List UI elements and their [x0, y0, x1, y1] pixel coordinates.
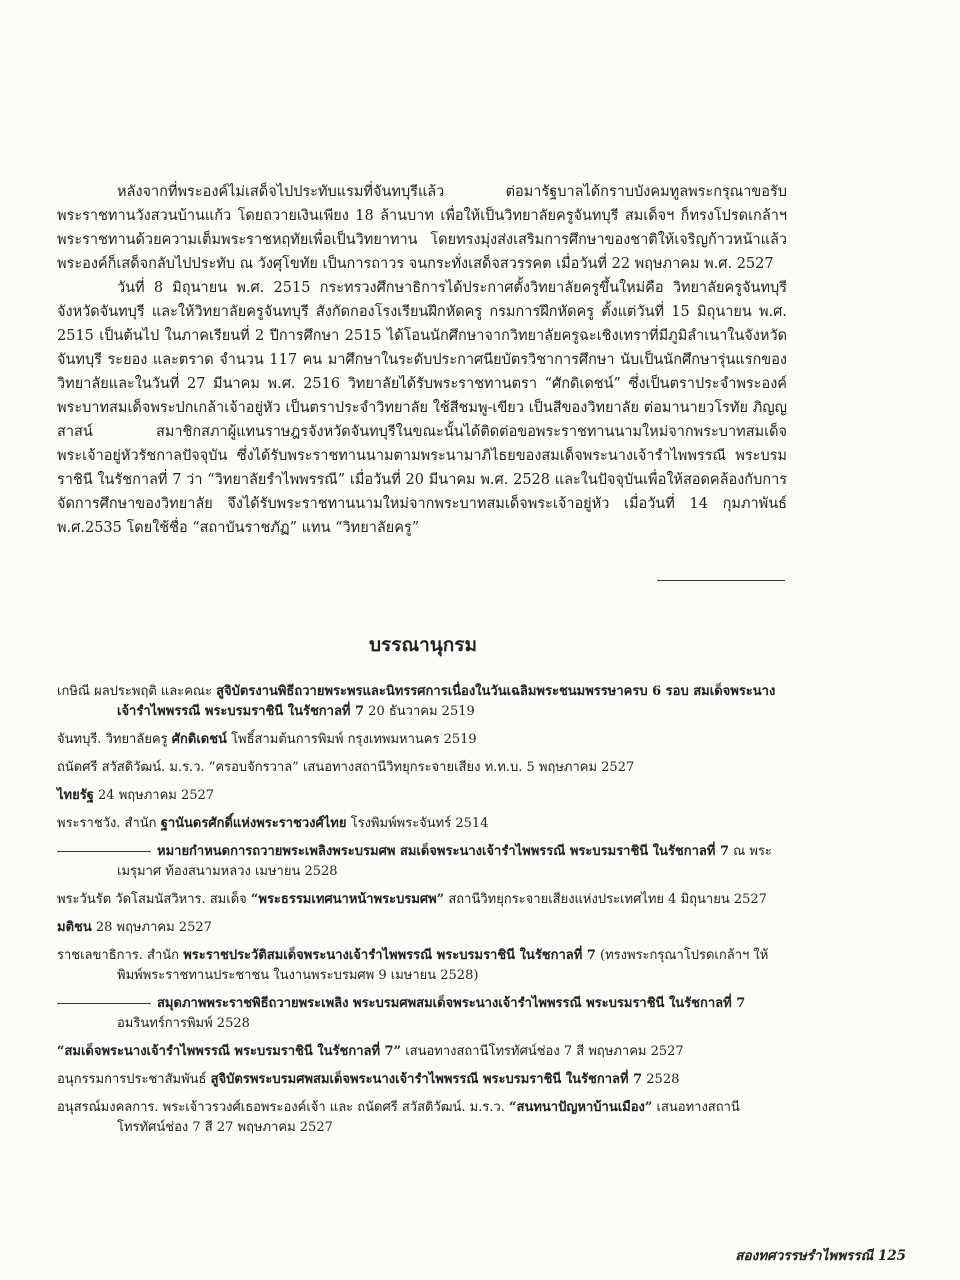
repeat-author-dash — [57, 851, 151, 852]
bib-entry: จันทบุรี. วิทยาลัยครู ศักดิเดชน์ โพธิ์สามต้นการพิมพ์ กรุงเทพมหานคร 2519 — [57, 732, 477, 747]
bib-entry: หมายกำหนดการถวายพระเพลิงพระบรมศพ สมเด็จพระนางเจ้ารำไพพรรณี พระบรมราชินี ในรัชกาลที่ 7 ณ พระเมรุมาศ ท้องสนามหลวง เมษายน 2528 — [57, 842, 787, 882]
bib-entry: พระวันรัต วัดโสมนัสวิหาร. สมเด็จ “พระธรรมเทศนาหน้าพระบรมศพ” สถานีวิทยุกระจายเสียงแห่งประเทศไทย 4 มิถุนายน 2527 — [57, 892, 767, 907]
bib-entry: ถนัดศรี สวัสดิวัฒน์. ม.ร.ว. “ครอบจักรวาล” เสนอทางสถานีวิทยุกระจายเสียง ท.ท.บ. 5 พฤษภาคม 2527 — [57, 760, 635, 775]
bib-entry: อนุกรรมการประชาสัมพันธ์ สูจิบัตรพระบรมศพสมเด็จพระนางเจ้ารำไพพรรณี พระบรมราชินี ในรัชกาลที่ 7 2528 — [57, 1072, 680, 1087]
paragraph-2: วันที่ 8 มิถุนายน พ.ศ. 2515 กระทรวงศึกษาธิการได้ประกาศตั้งวิทยาลัยครูขึ้นใหม่คือ วิทยาลัยครูจันทบุรี จังหวัดจันทบุรี และให้วิทยาลัยครูจันทบุรี สังกัดกองโรงเรียนฝึกหัดครู กรมการฝึกหัดครู ตั้งแต่วันที่ 15 มิถุนายน พ.ศ. 2515 เป็นต้นไป ในภาคเรียนที่ 2 ปีการศึกษา 2515 ได้โอนนักศึกษาจากวิทยาลัยครูฉะเชิงเทราที่มีภูมิลำเนาในจังหวัดจันทบุรี ระยอง และตราด จำนวน 117 คน มาศึกษาในระดับประกาศนียบัตรวิชาการศึกษา นับเป็นนักศึกษารุ่นแรกของวิทยาลัยและในวันที่ 27 มีนาคม พ.ศ. 2516 วิทยาลัยได้รับพระราชทานตรา “ศักดิเดชน์” ซึ่งเป็นตราประจำพระองค์พระบาทสมเด็จพระปกเกล้าเจ้าอยู่หัว เป็นตราประจำวิทยาลัย ใช้สีชมพู-เขียว เป็นสีของวิทยาลัย ต่อมานายวโรทัย ภิญญสาสน์ สมาชิกสภาผู้แทนราษฎรจังหวัดจันทบุรีในขณะนั้นได้ติดต่อขอพระราชทานนามใหม่จากพระบาทสมเด็จพระเจ้าอยู่หัวรัชกาลปัจจุบัน ซึ่งได้รับพระราชทานนามตามพระนามาภิไธยของสมเด็จพระนางเจ้ารำไพพรรณี พระบรมราชินี ในรัชกาลที่ 7 ว่า “วิทยาลัยรำไพพรรณี” เมื่อวันที่ 20 มีนาคม พ.ศ. 2528 และในปัจจุบันเพื่อให้สอดคล้องกับการจัดการศึกษาของวิทยาลัย จึงได้รับพระราชทานนามใหม่จากพระบาทสมเด็จพระเจ้าอยู่หัว เมื่อวันที่ 14 กุมภาพันธ์ พ.ศ.2535 โดยใช้ชื่อ “สถาบันราชภัฏ” แทน “วิทยาลัยครู” — [57, 280, 787, 536]
body-text — [57, 180, 787, 540]
repeat-author-dash — [57, 1003, 151, 1004]
bib-entry: ไทยรัฐ 24 พฤษภาคม 2527 — [57, 788, 215, 803]
page-footer: สองทศวรรษรำไพพรรณี 125 — [735, 1248, 906, 1264]
bib-entry: สมุดภาพพระราชพิธีถวายพระเพลิง พระบรมศพสมเด็จพระนางเจ้ารำไพพรรณี พระบรมราชินี ในรัชกาลที่ 7 อมรินทร์การพิมพ์ 2528 — [57, 994, 787, 1034]
paragraph-1: หลังจากที่พระองค์ไม่เสด็จไปประทับแรมที่จันทบุรีแล้ว ต่อมารัฐบาลได้กราบบังคมทูลพระกรุณาขอรับพระราชทานวังสวนบ้านแก้ว โดยถวายเงินเพียง 18 ล้านบาท เพื่อให้เป็นวิทยาลัยครูจันทบุรี สมเด็จฯ ก็ทรงโปรดเกล้าฯ พระราชทานด้วยความเต็มพระราชหฤทัยเพื่อเป็นวิทยาทาน โดยทรงมุ่งส่งเสริมการศึกษาของชาติให้เจริญก้าวหน้าแล้วพระองค์ก็เสด็จกลับไปประทับ ณ วังศุโขทัย เป็นการถาวร จนกระทั่งเสด็จสวรรคต เมื่อวันที่ 22 พฤษภาคม พ.ศ. 2527 — [57, 184, 787, 272]
bib-entry: “สมเด็จพระนางเจ้ารำไพพรรณี พระบรมราชินี ในรัชกาลที่ 7” เสนอทางสถานีโทรทัศน์ช่อง 7 สี พฤษภาคม 2527 — [57, 1044, 684, 1059]
bib-entry: เกษิณี ผลประพฤติ และคณะ สูจิบัตรงานพิธีถวายพระพรและนิทรรศการเนื่องในวันเฉลิมพระชนมพรรษาครบ 6 รอบ สมเด็จพระนางเจ้ารำไพพรรณี พระบรมราชินี ในรัชกาลที่ 7 20 ธันวาคม 2519 — [57, 684, 776, 719]
bibliography-list — [57, 682, 787, 1146]
bib-entry: พระราชวัง. สำนัก ฐานันดรศักดิ์แห่งพระราชวงศ์ไทย โรงพิมพ์พระจันทร์ 2514 — [57, 816, 489, 831]
bib-entry: ราชเลขาธิการ. สำนัก พระราชประวัติสมเด็จพระนางเจ้ารำไพพรรณี พระบรมราชินี ในรัชกาลที่ 7 (ทรงพระกรุณาโปรดเกล้าฯ ให้พิมพ์พระราชทานประชาชน ในงานพระบรมศพ 9 เมษายน 2528) — [57, 948, 769, 983]
bibliography-heading: บรรณานุกรม — [369, 634, 477, 656]
bib-entry: อนุสรณ์มงคลการ. พระเจ้าวรวงศ์เธอพระองค์เจ้า และ ถนัดศรี สวัสดิวัฒน์. ม.ร.ว. “สนทนาปัญหาบ้านเมือง” เสนอทางสถานีโทรทัศน์ช่อง 7 สี 27 พฤษภาคม 2527 — [57, 1100, 740, 1135]
section-end-rule — [657, 580, 785, 581]
bib-entry: มติชน 28 พฤษภาคม 2527 — [57, 920, 212, 935]
